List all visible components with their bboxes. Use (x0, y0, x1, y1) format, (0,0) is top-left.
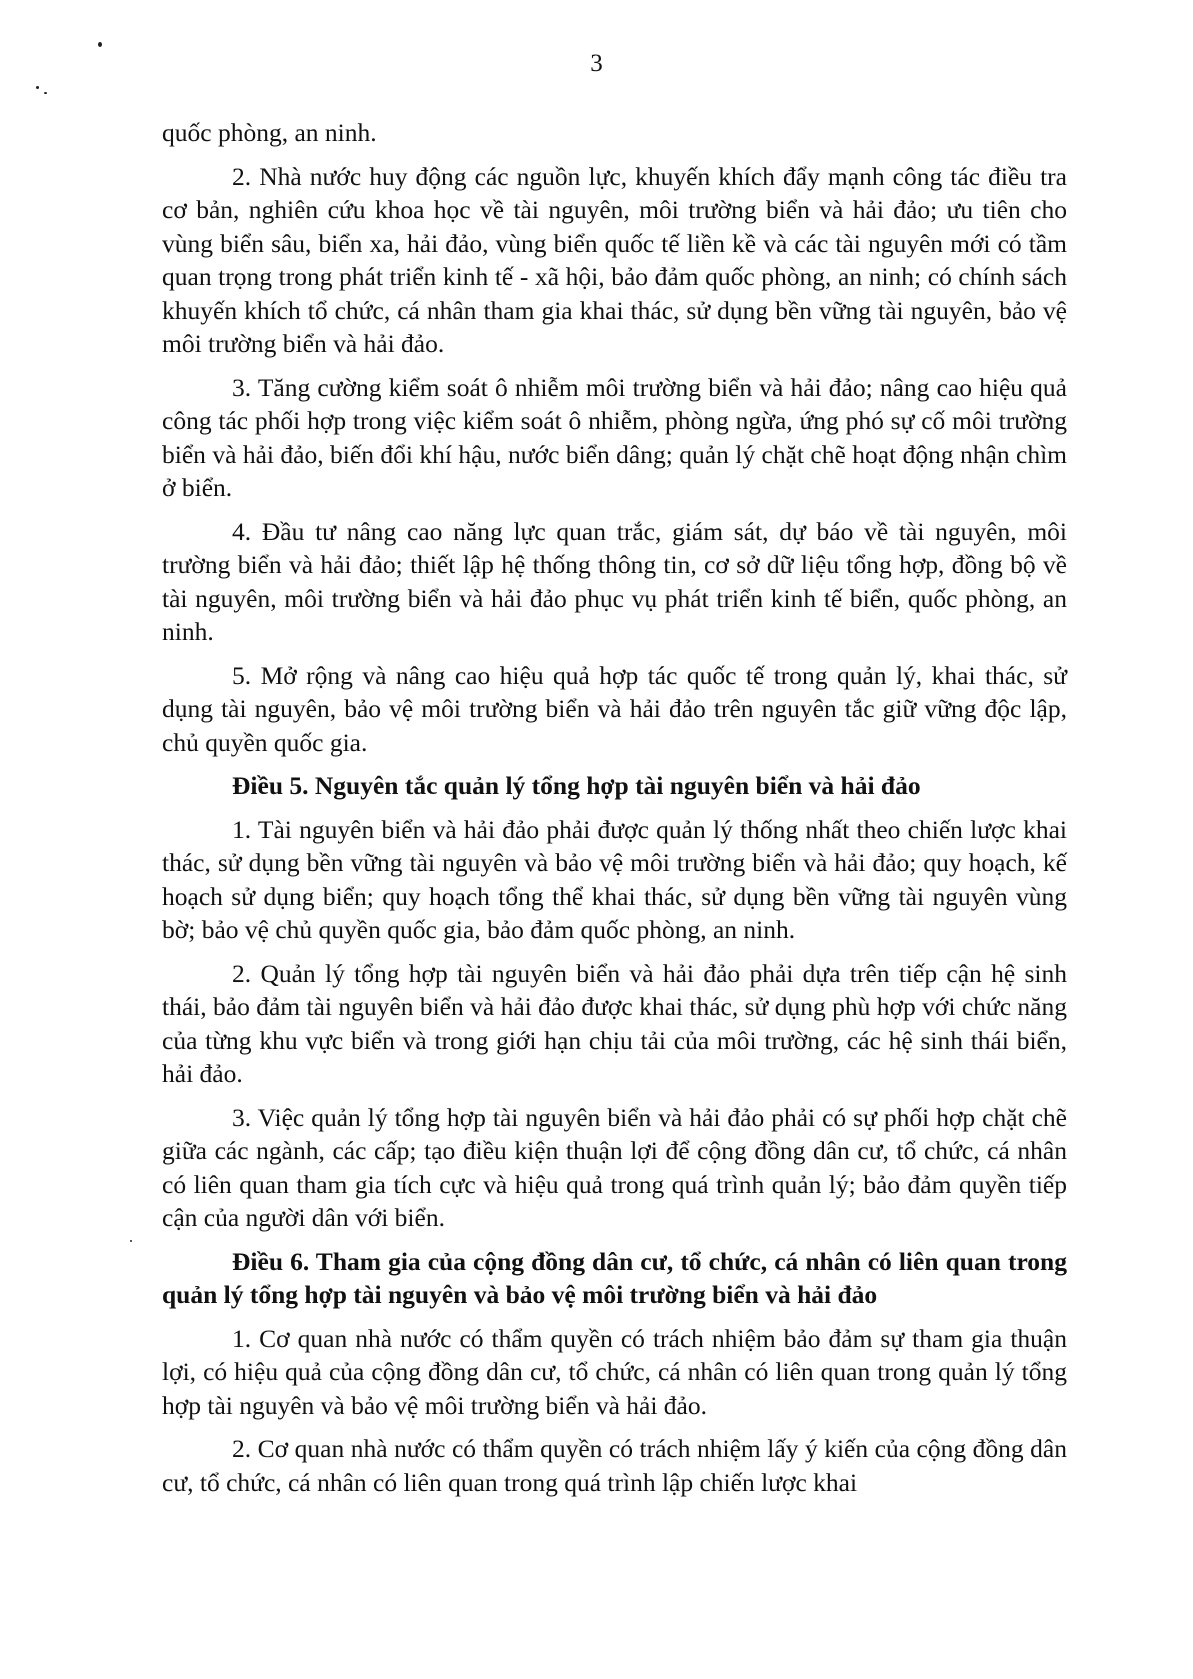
page-number: 3 (590, 50, 603, 77)
article4-clause-2: 2. Nhà nước huy động các nguồn lực, khuyến khích đẩy mạnh công tác điều tra cơ bản, nghiên cứu khoa học về tài nguyên, môi trường biển và hải đảo; ưu tiên cho vùng biển sâu, biển xa, hải đảo, vùng biển quốc tế liền kề và các tài nguyên mới có tầm quan trọng trong phát triển kinh tế - xã hội, bảo đảm quốc phòng, an ninh; có chính sách khuyến khích tổ chức, cá nhân tham gia khai thác, sử dụng bền vững tài nguyên, bảo vệ môi trường biển và hải đảo. (162, 161, 1067, 358)
article6-heading: Điều 6. Tham gia của cộng đồng dân cư, tổ chức, cá nhân có liên quan trong quản lý tổng hợp tài nguyên và bảo vệ môi trường biển và hải đảo (162, 1246, 1067, 1309)
article5-heading: Điều 5. Nguyên tắc quản lý tổng hợp tài nguyên biển và hải đảo (232, 771, 921, 800)
document-body (162, 116, 1067, 1509)
article4-clause-3: 3. Tăng cường kiểm soát ô nhiễm môi trường biển và hải đảo; nâng cao hiệu quả công tác phối hợp trong việc kiểm soát ô nhiễm, phòng ngừa, ứng phó sự cố môi trường biển và hải đảo, biến đổi khí hậu, nước biển dâng; quản lý chặt chẽ hoạt động nhận chìm ở biển. (162, 372, 1067, 502)
scan-speck (36, 86, 39, 89)
article4-clause-4: 4. Đầu tư nâng cao năng lực quan trắc, giám sát, dự báo về tài nguyên, môi trường biển và hải đảo; thiết lập hệ thống thông tin, cơ sở dữ liệu tổng hợp, đồng bộ về tài nguyên, môi trường biển và hải đảo phục vụ phát triển kinh tế biển, quốc phòng, an ninh. (162, 516, 1067, 646)
article5-clause-2: 2. Quản lý tổng hợp tài nguyên biển và hải đảo phải dựa trên tiếp cận hệ sinh thái, bảo đảm tài nguyên biển và hải đảo được khai thác, sử dụng phù hợp với chức năng của từng khu vực biển và trong giới hạn chịu tải của môi trường, các hệ sinh thái biển, hải đảo. (162, 958, 1067, 1088)
article6-clause-2: 2. Cơ quan nhà nước có thẩm quyền có trách nhiệm lấy ý kiến của cộng đồng dân cư, tổ chức, cá nhân có liên quan trong quá trình lập chiến lược khai (162, 1434, 1067, 1497)
article5-clause-1: 1. Tài nguyên biển và hải đảo phải được quản lý thống nhất theo chiến lược khai thác, sử dụng bền vững tài nguyên và bảo vệ môi trường biển và hải đảo; quy hoạch, kế hoạch sử dụng biển; quy hoạch tổng thể khai thác, sử dụng bền vững tài nguyên vùng bờ; bảo vệ chủ quyền quốc gia, bảo đảm quốc phòng, an ninh. (162, 814, 1067, 944)
scan-speck (44, 92, 47, 94)
intro-line: quốc phòng, an ninh. (162, 118, 377, 147)
scan-speck (130, 1240, 132, 1242)
scan-speck (98, 42, 102, 47)
article6-clause-1: 1. Cơ quan nhà nước có thẩm quyền có trách nhiệm bảo đảm sự tham gia thuận lợi, có hiệu quả của cộng đồng dân cư, tổ chức, cá nhân có liên quan trong quản lý tổng hợp tài nguyên và bảo vệ môi trường biển và hải đảo. (162, 1323, 1067, 1420)
article5-clause-3: 3. Việc quản lý tổng hợp tài nguyên biển và hải đảo phải có sự phối hợp chặt chẽ giữa các ngành, các cấp; tạo điều kiện thuận lợi để cộng đồng dân cư, tổ chức, cá nhân có liên quan tham gia tích cực và hiệu quả trong quá trình quản lý; bảo đảm quyền tiếp cận của người dân với biển. (162, 1102, 1067, 1232)
article4-clause-5: 5. Mở rộng và nâng cao hiệu quả hợp tác quốc tế trong quản lý, khai thác, sử dụng tài nguyên, bảo vệ môi trường biển và hải đảo trên nguyên tắc giữ vững độc lập, chủ quyền quốc gia. (162, 660, 1067, 757)
